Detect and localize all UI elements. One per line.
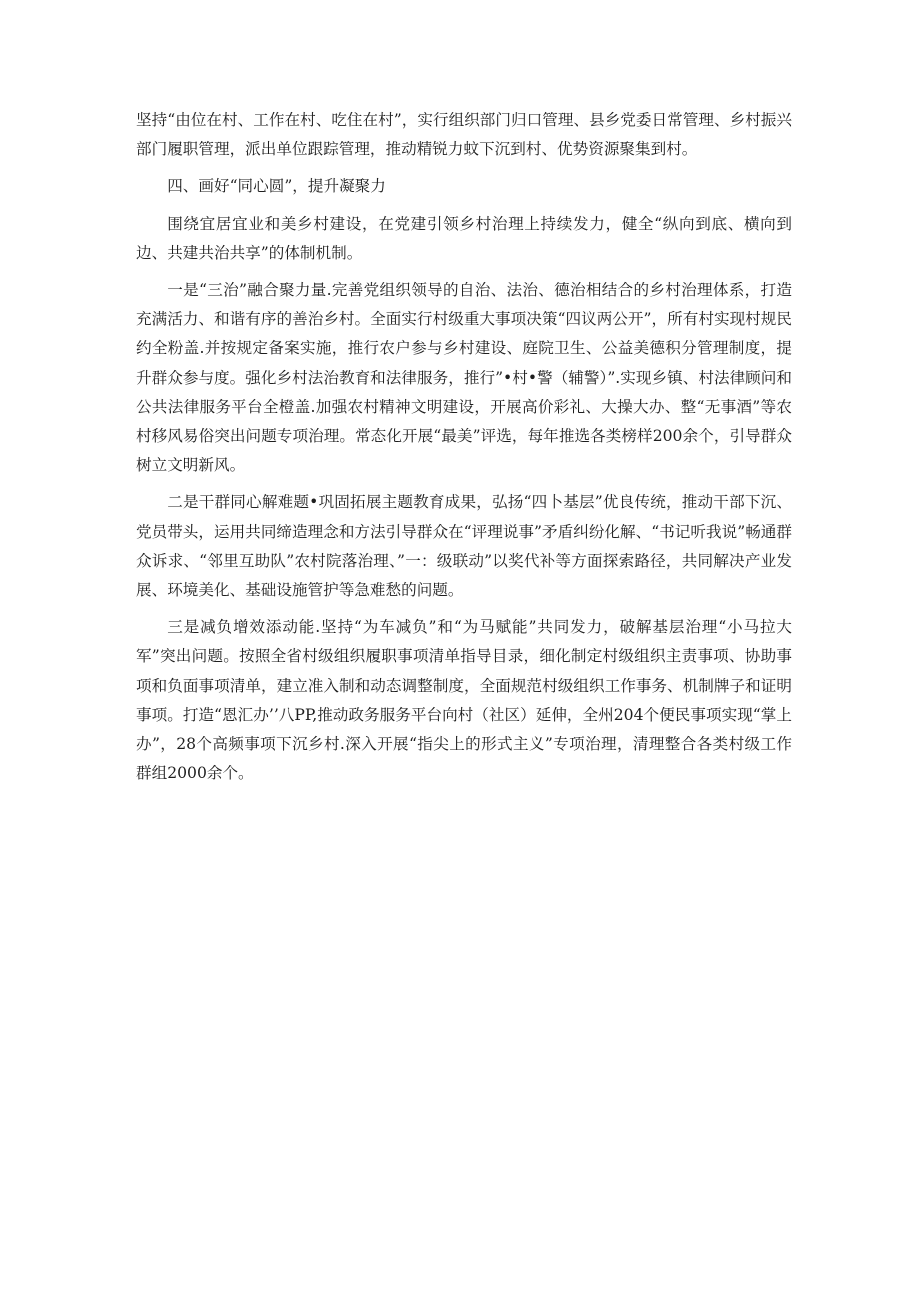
document-body bbox=[136, 106, 792, 796]
paragraph-continuation: 坚持“由位在村、工作在村、吃住在村”，实行组织部门归口管理、县乡党委日常管理、乡村振兴部门履职管理，派出单位跟踪管理，推动精锐力蚊下沉到村、优势资源聚集到村。 bbox=[136, 111, 792, 159]
paragraph-point-two: 二是干群同心解难题•巩固拓展主题教育成果，弘扬“四卜基层”优良传统，推动干部下沉、党员带头，运用共同缔造理念和方法引导群众在“评理说事”矛盾纠纷化解、“书记听我说”畅通群众诉求、“邻里互助队”农村院落治理、”一：级联动”以奖代补等方面探索路径，共同解决产业发展、环境美化、基础设施管护等急难愁的问题。 bbox=[136, 493, 792, 600]
paragraph-point-one: 一是“三治”融合聚力量.完善党组织领导的自治、法治、德治相结合的乡村治理体系，打造充满活力、和谐有序的善治乡村。全面实行村级重大事项决策“四议两公开”，所有村实现村规民约全粉盖.并按规定备案实施，推行农户参与乡村建设、庭院卫生、公益美德积分管理制度，提升群众参与度。强化乡村法治教育和法律服务，推行”•村•警（辅警）”.实现乡镇、村法律顾问和公共法律服务平台全橙盖.加强农村精神文明建设，开展高价彩礼、大操大办、整“无事酒”等农村移风易俗突出问题专项治理。常态化开展“最美”评选，每年推选各类榜样200余个，引导群众树立文明新风。 bbox=[136, 281, 792, 475]
section-heading: 四、画好“同心圆”，提升凝聚力 bbox=[167, 177, 386, 196]
paragraph-intro: 围绕宜居宜业和美乡村建设，在党建引领乡村治理上持续发力，健全“纵向到底、横向到边、共建共治共享”的体制机制。 bbox=[136, 214, 792, 262]
paragraph-point-three: 三是减负增效添动能.坚持“为车减负”和“为马赋能”共同发力，破解基层治理“小马拉大军”突出问题。按照全省村级组织履职事项清单指导目录，细化制定村级组织主责事项、协助事项和负面事项清单，建立准入制和动态调整制度，全面规范村级组织工作事务、机制牌子和证明事项。打造“恩汇办’’八PP,推动政务服务平台向村（社区）延伸，全州204个便民事项实现“掌上办”，28个高频事项下沉乡村.深入开展“指尖上的形式主义”专项治理，清理整合各类村级工作群组2000余个。 bbox=[136, 618, 792, 783]
